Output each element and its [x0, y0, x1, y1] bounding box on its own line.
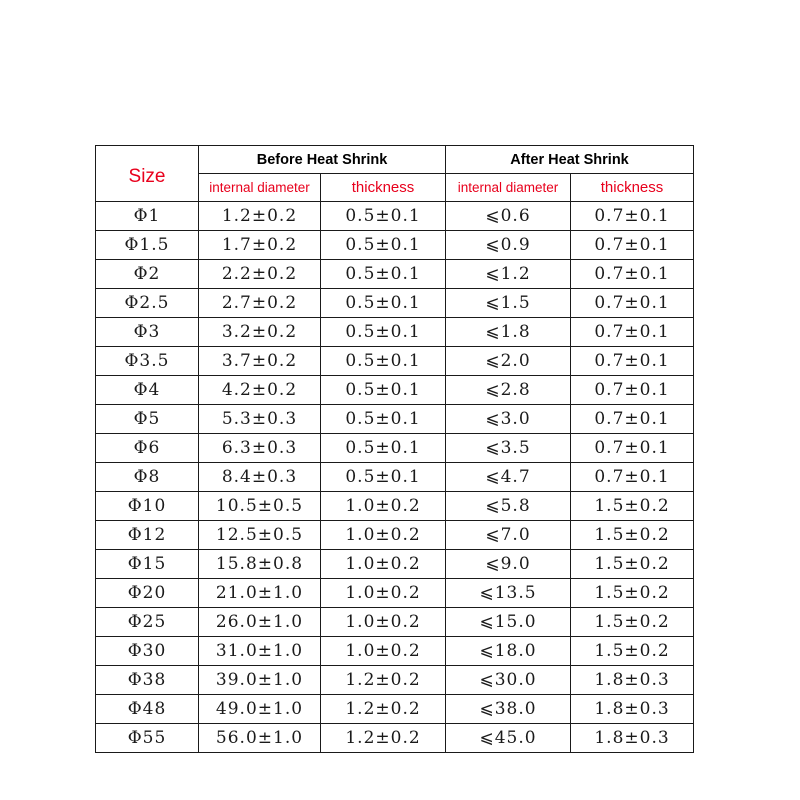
before-thickness-header: thickness: [321, 174, 446, 202]
size-cell: Φ10: [96, 492, 199, 521]
table-row: [96, 724, 694, 753]
before-internal-diameter-cell: 2.2±0.2: [199, 260, 321, 289]
header-row-groups: [96, 146, 694, 174]
after-thickness-cell: 0.7±0.1: [571, 463, 694, 492]
after-thickness-header: thickness: [571, 174, 694, 202]
after-internal-diameter-cell: ⩽18.0: [446, 637, 571, 666]
size-cell: Φ2.5: [96, 289, 199, 318]
after-internal-diameter-cell: ⩽3.5: [446, 434, 571, 463]
after-thickness-cell: 0.7±0.1: [571, 318, 694, 347]
size-cell: Φ2: [96, 260, 199, 289]
after-internal-diameter-cell: ⩽3.0: [446, 405, 571, 434]
before-internal-diameter-cell: 49.0±1.0: [199, 695, 321, 724]
after-thickness-cell: 0.7±0.1: [571, 202, 694, 231]
before-thickness-cell: 1.0±0.2: [321, 521, 446, 550]
before-thickness-cell: 1.0±0.2: [321, 608, 446, 637]
before-internal-diameter-cell: 4.2±0.2: [199, 376, 321, 405]
before-thickness-cell: 1.0±0.2: [321, 550, 446, 579]
after-thickness-cell: 0.7±0.1: [571, 289, 694, 318]
before-internal-diameter-cell: 56.0±1.0: [199, 724, 321, 753]
size-cell: Φ3.5: [96, 347, 199, 376]
table-row: [96, 695, 694, 724]
heat-shrink-spec-table: [95, 145, 694, 753]
after-thickness-cell: 1.8±0.3: [571, 666, 694, 695]
size-header: Size: [96, 146, 199, 202]
table-row: [96, 608, 694, 637]
after-internal-diameter-header: internal diameter: [446, 174, 571, 202]
before-internal-diameter-cell: 21.0±1.0: [199, 579, 321, 608]
table-row: [96, 637, 694, 666]
table-row: [96, 289, 694, 318]
before-thickness-cell: 1.0±0.2: [321, 579, 446, 608]
before-thickness-cell: 0.5±0.1: [321, 260, 446, 289]
size-cell: Φ38: [96, 666, 199, 695]
after-thickness-cell: 1.8±0.3: [571, 724, 694, 753]
before-thickness-cell: 0.5±0.1: [321, 376, 446, 405]
after-heat-shrink-header: After Heat Shrink: [446, 146, 694, 174]
after-internal-diameter-cell: ⩽1.2: [446, 260, 571, 289]
size-cell: Φ3: [96, 318, 199, 347]
after-internal-diameter-cell: ⩽30.0: [446, 666, 571, 695]
before-thickness-cell: 0.5±0.1: [321, 347, 446, 376]
before-heat-shrink-header: Before Heat Shrink: [199, 146, 446, 174]
after-thickness-cell: 1.5±0.2: [571, 492, 694, 521]
size-cell: Φ8: [96, 463, 199, 492]
after-internal-diameter-cell: ⩽0.6: [446, 202, 571, 231]
before-thickness-cell: 1.2±0.2: [321, 724, 446, 753]
table-row: [96, 463, 694, 492]
size-cell: Φ30: [96, 637, 199, 666]
table-row: [96, 434, 694, 463]
size-cell: Φ15: [96, 550, 199, 579]
size-cell: Φ25: [96, 608, 199, 637]
before-internal-diameter-cell: 31.0±1.0: [199, 637, 321, 666]
table-row: [96, 666, 694, 695]
after-internal-diameter-cell: ⩽15.0: [446, 608, 571, 637]
after-thickness-cell: 0.7±0.1: [571, 434, 694, 463]
before-thickness-cell: 0.5±0.1: [321, 463, 446, 492]
after-thickness-cell: 0.7±0.1: [571, 231, 694, 260]
before-thickness-cell: 1.2±0.2: [321, 666, 446, 695]
before-internal-diameter-cell: 1.2±0.2: [199, 202, 321, 231]
table-row: [96, 579, 694, 608]
before-thickness-cell: 0.5±0.1: [321, 289, 446, 318]
after-thickness-cell: 1.5±0.2: [571, 637, 694, 666]
before-internal-diameter-cell: 15.8±0.8: [199, 550, 321, 579]
after-internal-diameter-cell: ⩽4.7: [446, 463, 571, 492]
table-row: [96, 202, 694, 231]
after-internal-diameter-cell: ⩽1.5: [446, 289, 571, 318]
before-internal-diameter-cell: 26.0±1.0: [199, 608, 321, 637]
after-internal-diameter-cell: ⩽1.8: [446, 318, 571, 347]
before-internal-diameter-cell: 1.7±0.2: [199, 231, 321, 260]
before-internal-diameter-header: internal diameter: [199, 174, 321, 202]
size-cell: Φ6: [96, 434, 199, 463]
after-thickness-cell: 1.8±0.3: [571, 695, 694, 724]
table-row: [96, 347, 694, 376]
after-internal-diameter-cell: ⩽5.8: [446, 492, 571, 521]
before-internal-diameter-cell: 3.7±0.2: [199, 347, 321, 376]
after-internal-diameter-cell: ⩽0.9: [446, 231, 571, 260]
table-row: [96, 260, 694, 289]
table-row: [96, 231, 694, 260]
after-thickness-cell: 1.5±0.2: [571, 521, 694, 550]
size-cell: Φ20: [96, 579, 199, 608]
table-row: [96, 492, 694, 521]
after-internal-diameter-cell: ⩽2.8: [446, 376, 571, 405]
size-cell: Φ4: [96, 376, 199, 405]
before-thickness-cell: 0.5±0.1: [321, 231, 446, 260]
after-internal-diameter-cell: ⩽7.0: [446, 521, 571, 550]
before-thickness-cell: 0.5±0.1: [321, 434, 446, 463]
after-thickness-cell: 0.7±0.1: [571, 376, 694, 405]
after-internal-diameter-cell: ⩽38.0: [446, 695, 571, 724]
before-thickness-cell: 0.5±0.1: [321, 202, 446, 231]
table-row: [96, 318, 694, 347]
before-internal-diameter-cell: 6.3±0.3: [199, 434, 321, 463]
after-thickness-cell: 1.5±0.2: [571, 550, 694, 579]
table-row: [96, 405, 694, 434]
after-internal-diameter-cell: ⩽2.0: [446, 347, 571, 376]
before-internal-diameter-cell: 2.7±0.2: [199, 289, 321, 318]
before-thickness-cell: 0.5±0.1: [321, 318, 446, 347]
before-internal-diameter-cell: 10.5±0.5: [199, 492, 321, 521]
before-thickness-cell: 1.0±0.2: [321, 492, 446, 521]
after-thickness-cell: 0.7±0.1: [571, 260, 694, 289]
table-row: [96, 521, 694, 550]
before-thickness-cell: 1.0±0.2: [321, 637, 446, 666]
after-internal-diameter-cell: ⩽45.0: [446, 724, 571, 753]
table-row: [96, 376, 694, 405]
after-internal-diameter-cell: ⩽13.5: [446, 579, 571, 608]
after-internal-diameter-cell: ⩽9.0: [446, 550, 571, 579]
size-cell: Φ55: [96, 724, 199, 753]
before-thickness-cell: 1.2±0.2: [321, 695, 446, 724]
after-thickness-cell: 1.5±0.2: [571, 608, 694, 637]
after-thickness-cell: 0.7±0.1: [571, 405, 694, 434]
after-thickness-cell: 1.5±0.2: [571, 579, 694, 608]
size-cell: Φ5: [96, 405, 199, 434]
before-internal-diameter-cell: 5.3±0.3: [199, 405, 321, 434]
before-thickness-cell: 0.5±0.1: [321, 405, 446, 434]
before-internal-diameter-cell: 3.2±0.2: [199, 318, 321, 347]
before-internal-diameter-cell: 8.4±0.3: [199, 463, 321, 492]
size-cell: Φ12: [96, 521, 199, 550]
size-cell: Φ1: [96, 202, 199, 231]
size-cell: Φ1.5: [96, 231, 199, 260]
before-internal-diameter-cell: 12.5±0.5: [199, 521, 321, 550]
after-thickness-cell: 0.7±0.1: [571, 347, 694, 376]
before-internal-diameter-cell: 39.0±1.0: [199, 666, 321, 695]
table-row: [96, 550, 694, 579]
size-cell: Φ48: [96, 695, 199, 724]
